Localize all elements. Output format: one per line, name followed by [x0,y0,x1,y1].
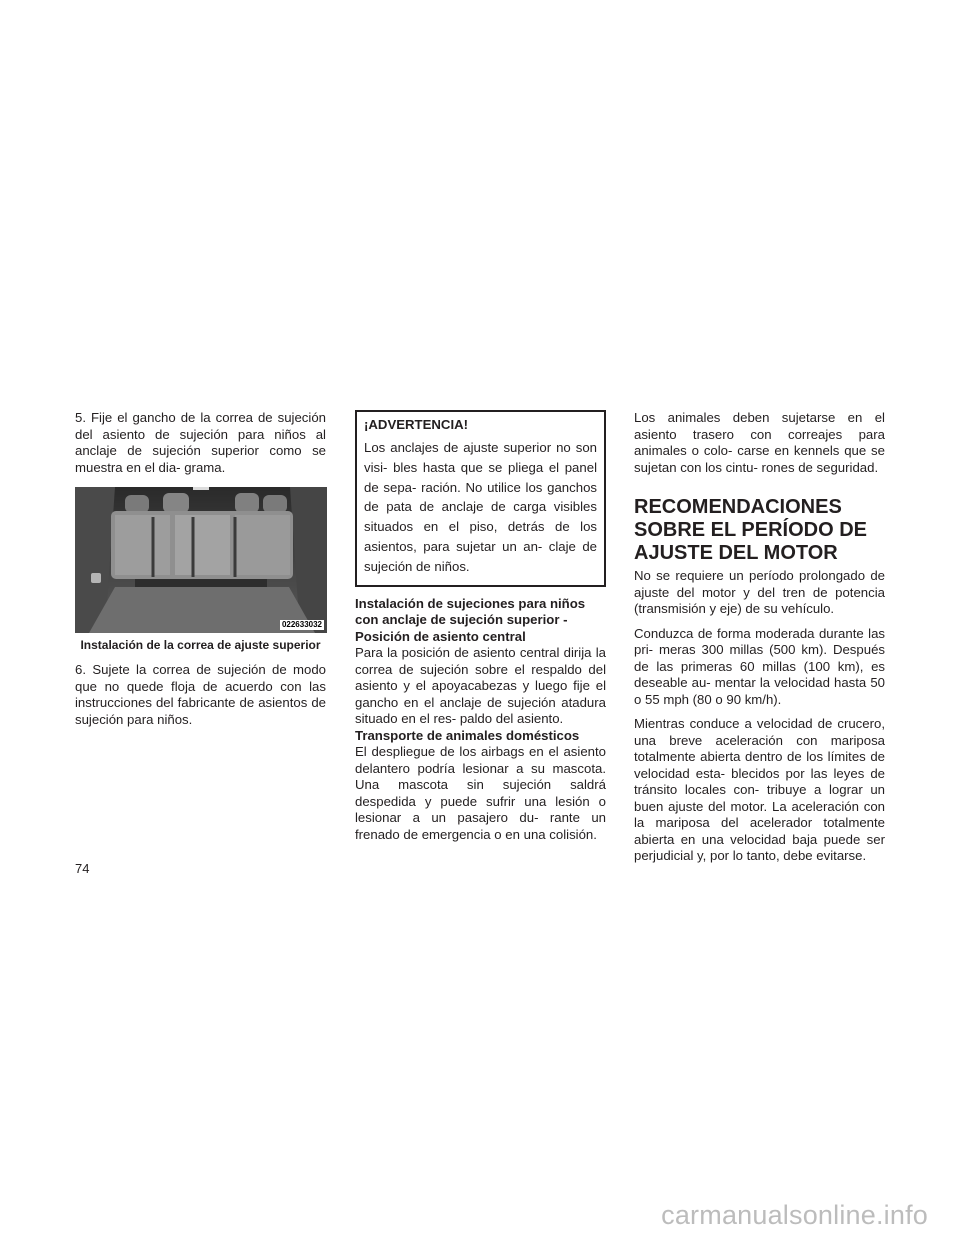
warning-text: Los anclajes de ajuste superior no son visi- bles hasta que se pliega el panel de sepa- ración. No utilice los ganchos de pata de anclaje de carga visibles situados en el piso, detrás de los asientos, para sujetar un an- claje de sujeción de niños. [364,440,597,574]
column-left [75,410,326,728]
pets-intro-text: Los animales deben sujetarse en el asiento trasero con correajes para animales o colo- carse en kennels que se sujetan con los cintu- rones de seguridad. [634,410,885,475]
figure-code: 022633032 [281,620,322,629]
warning-box [355,410,606,587]
step-6-text: 6. Sujete la correa de sujeción de modo que no quede floja de acuerdo con las instrucciones del fabricante de asientos de sujeción para niños. [75,662,326,727]
figure-caption: Instalación de la correa de ajuste superior [80,638,321,652]
center-seat-text: Para la posición de asiento central dirija la correa de sujeción sobre el respaldo del asiento y el apoyacabezas y luego fije el gancho en el anclaje de sujeción atadura situado en el res- paldo del asiento. [355,645,606,727]
break-in-paragraph-3: Mientras conduce a velocidad de crucero, una breve aceleración con mariposa totalmente abierta dentro de los límites de velocidad esta- blecidos por las leyes de tránsito locales con- tribuye a lograr un buen ajuste del motor. La aceleración con la mariposa del acelerador totalmente abierta en una velocidad baja puede ser perjudicial y, por lo tanto, debe evitarse. [634,716,885,863]
page-number: 74 [75,861,90,876]
column-middle [355,410,606,843]
subheading-center-seat: Instalación de sujeciones para niños con anclaje de sujeción superior - Posición de asiento central [355,595,586,644]
watermark: carmanualsonline.info [661,1200,928,1230]
break-in-paragraph-1: No se requiere un período prolongado de ajuste del motor y del tren de potencia (transmisión y eje) de su vehículo. [634,568,885,616]
break-in-paragraph-2: Conduzca de forma moderada durante las pri- meras 300 millas (500 km). Después de las primeras 60 millas (100 km), es deseable au- mentar la velocidad hasta 50 o 55 mph (80 o 90 km/h). [634,625,885,707]
warning-title: ¡ADVERTENCIA! [364,417,469,432]
pets-text: El despliegue de los airbags en el asiento delantero podría lesionar a su mascota. Una mascota sin sujeción saldrá despedida y puede sufrir una lesión o lesionar a un pasajero du- rante un frenado de emergencia o en una colisión. [355,744,606,842]
step-5-text: 5. Fije el gancho de la correa de sujeción del asiento de sujeción para niños al anclaje de sujeción superior como se muestra en el dia- grama. [75,410,326,475]
section-heading: RECOMENDACIONES SOBRE EL PERÍODO DE AJUSTE DEL MOTOR [634,496,868,564]
cargo-area-photo [75,487,327,633]
column-right [634,410,885,865]
subheading-pets: Transporte de animales domésticos [355,727,580,743]
